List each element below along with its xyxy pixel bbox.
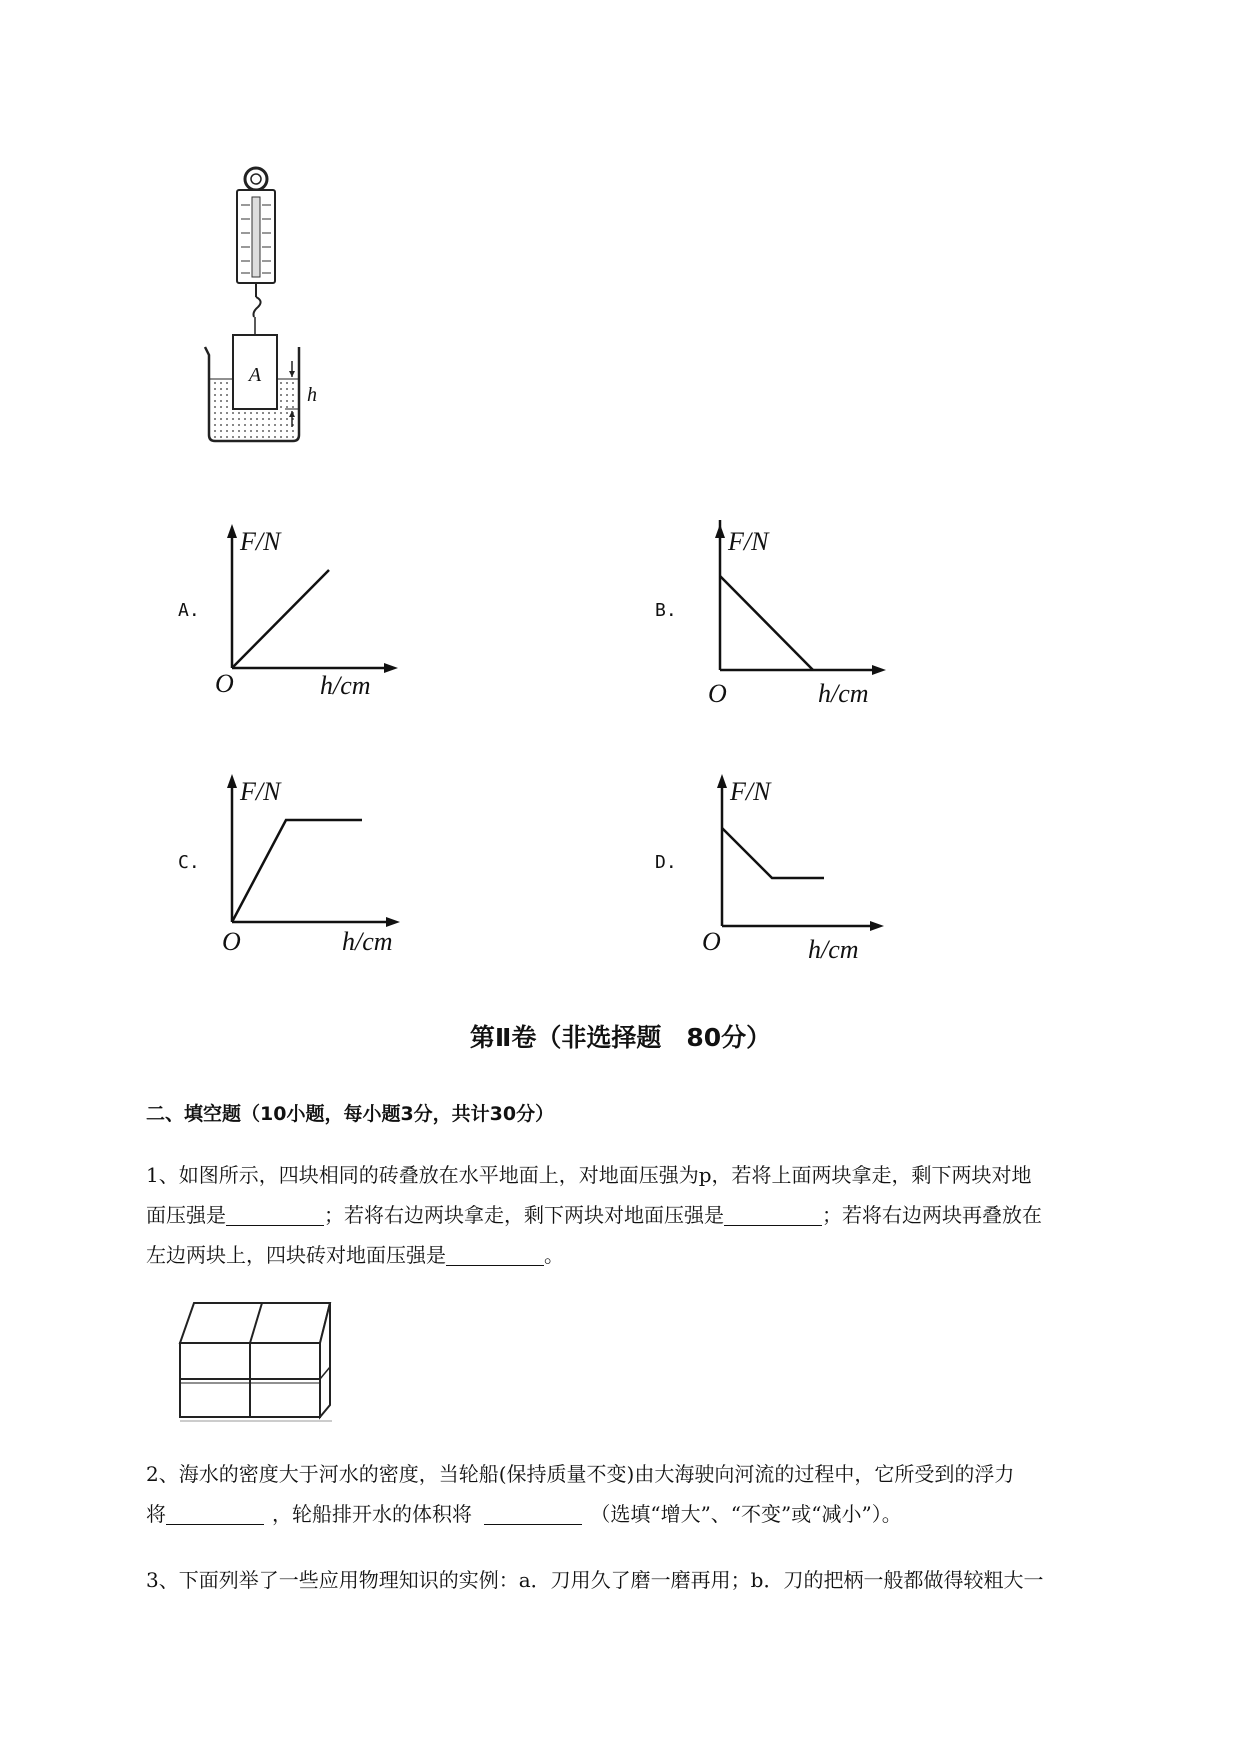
q1-line-3-text-b: 。: [544, 1243, 564, 1267]
option-a-xlabel: h/cm: [320, 671, 371, 700]
q1-blank-1[interactable]: [226, 1199, 324, 1226]
option-a-graph: [212, 520, 412, 700]
option-b-ylabel: F/N: [728, 527, 769, 556]
q2-blank-2[interactable]: [484, 1498, 582, 1525]
option-a-letter[interactable]: A.: [178, 600, 200, 621]
option-c-xlabel: h/cm: [342, 927, 393, 956]
q3-line-1: 3、下面列举了一些应用物理知识的实例：a．刀用久了磨一磨再用；b．刀的把柄一般都做得较粗大一: [146, 1568, 1044, 1592]
q2-blank-1[interactable]: [166, 1498, 264, 1525]
q2-line-2-text-b: ，轮船排开水的体积将: [272, 1502, 472, 1526]
option-c-origin: O: [222, 927, 241, 956]
q1-line-2: [146, 1195, 1146, 1235]
scale-ring: [245, 168, 267, 190]
option-d-letter[interactable]: D.: [655, 852, 677, 873]
option-b-origin: O: [708, 679, 727, 708]
q1-blank-3[interactable]: [446, 1239, 544, 1266]
option-d-graph: [700, 770, 900, 966]
part-heading: 二、填空题（10小题，每小题3分，共计30分）: [146, 1103, 555, 1125]
option-c-graph: [212, 770, 412, 960]
question-3: [146, 1560, 1146, 1600]
q1-line-3-text-a: 左边两块上，四块砖对地面压强是: [146, 1243, 446, 1267]
option-d-origin: O: [702, 927, 721, 956]
q2-line-1: 2、海水的密度大于河水的密度，当轮船(保持质量不变)由大海驶向河流的过程中，它所受到的浮力: [146, 1462, 1015, 1486]
q2-line-2-text-a: 将: [146, 1502, 166, 1526]
option-c-curve: [232, 820, 362, 922]
q1-line-1: 1、如图所示，四块相同的砖叠放在水平地面上，对地面压强为p，若将上面两块拿走，剩下两块对地: [146, 1163, 1032, 1187]
option-a-origin: O: [215, 669, 234, 698]
q2-line-2-text-c: （选填“增大”、“不变”或“减小”）。: [590, 1502, 902, 1526]
option-b-graph: [700, 520, 900, 710]
option-c-letter[interactable]: C.: [178, 852, 200, 873]
option-b-curve: [720, 576, 813, 670]
option-d-xlabel: h/cm: [808, 935, 859, 964]
option-a-curve: [232, 570, 329, 668]
q1-line-2-text-c: ；若将右边两块再叠放在: [822, 1203, 1042, 1227]
option-d-ylabel: F/N: [730, 777, 771, 806]
spring-scale-beaker-figure: [195, 165, 345, 450]
q1-blank-2[interactable]: [724, 1199, 822, 1226]
option-b-letter[interactable]: B.: [655, 600, 677, 621]
question-2: [146, 1454, 1146, 1534]
option-a-ylabel: F/N: [240, 527, 281, 556]
q1-line-2-text-a: 面压强是: [146, 1203, 226, 1227]
depth-label: h: [307, 384, 317, 406]
option-c-ylabel: F/N: [240, 777, 281, 806]
question-1: [146, 1155, 1146, 1275]
block-a-label: A: [248, 364, 262, 386]
option-d-curve: [722, 828, 824, 878]
q2-line-2: [146, 1494, 1146, 1534]
option-b-xlabel: h/cm: [818, 679, 869, 708]
q1-line-3: [146, 1235, 1146, 1275]
section-title: 第Ⅱ卷（非选择题 80分）: [469, 1023, 772, 1052]
bricks-figure: [172, 1295, 342, 1425]
q1-line-2-text-b: ；若将右边两块拿走，剩下两块对地面压强是: [324, 1203, 724, 1227]
